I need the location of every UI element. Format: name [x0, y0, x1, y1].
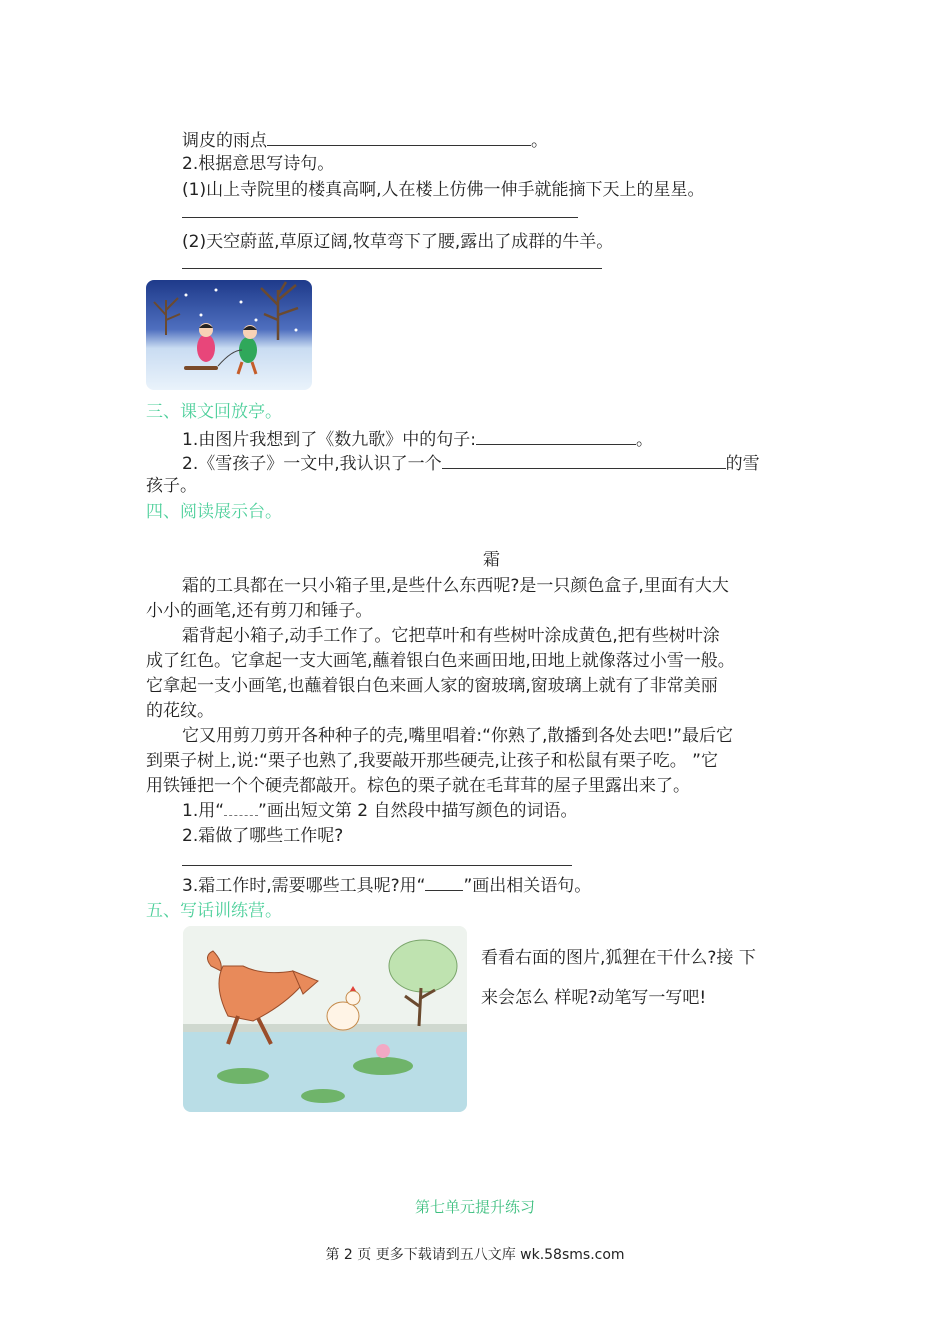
- section3-q2-cont: 孩子。: [146, 476, 197, 496]
- answer-line[interactable]: [182, 865, 572, 866]
- passage-p3-line1: 它又用剪刀剪开各种种子的壳,嘴里唱着:“你熟了,散播到各处去吧!”最后它: [182, 726, 733, 746]
- section3-q1: 1.由图片我想到了《数九歌》中的句子: 。: [182, 426, 653, 452]
- passage-p2-line1: 霜背起小箱子,动手工作了。它把草叶和有些树叶涂成黄色,把有些树叶涂: [182, 626, 720, 646]
- section4-q3: 3.霜工作时,需要哪些工具呢?用“ ”画出相关语句。: [182, 876, 592, 896]
- writing-prompt-line2: 来会怎么 样呢?动笔写一写吧!: [481, 988, 707, 1008]
- passage-p2-line2: 成了红色。它拿起一支大画笔,蘸着银白色来画田地,田地上就像落过小雪一般。: [146, 651, 735, 671]
- passage-p2-line3: 它拿起一支小画笔,也蘸着银白色来画人家的窗玻璃,窗玻璃上就有了非常美丽: [146, 676, 718, 696]
- q2-item2: (2)天空蔚蓝,草原辽阔,牧草弯下了腰,露出了成群的牛羊。: [182, 232, 614, 252]
- q2-item1: (1)山上寺院里的楼真高啊,人在楼上仿佛一伸手就能摘下天上的星星。: [182, 180, 705, 200]
- q2-title: 2.根据意思写诗句。: [182, 154, 335, 174]
- passage-p3-line3: 用铁锤把一个个硬壳都敲开。棕色的栗子就在毛茸茸的屋子里露出来了。: [146, 776, 690, 796]
- fox-hen-image: [183, 926, 467, 1112]
- passage-p3-line2: 到栗子树上,说:“栗子也熟了,我要敲开那些硬壳,让孩子和松鼠有栗子吃。 ”它: [146, 751, 718, 771]
- section3-q2: 2.《雪孩子》一文中,我认识了一个 的雪: [182, 450, 760, 476]
- passage-title: 霜: [483, 550, 500, 570]
- answer-blank[interactable]: [267, 127, 531, 146]
- fox-and-hen-illustration: [183, 926, 467, 1112]
- answer-line[interactable]: [182, 217, 578, 218]
- q1-tail-line: 调皮的雨点 。: [182, 127, 548, 153]
- section4-heading: 四、阅读展示台。: [146, 502, 282, 522]
- passage-p1-line1: 霜的工具都在一只小箱子里,是些什么东西呢?是一只颜色盒子,里面有大大: [182, 576, 729, 596]
- page-footer: 第 2 页 更多下载请到五八文库 wk.58sms.com: [325, 1247, 625, 1263]
- answer-line[interactable]: [182, 268, 602, 269]
- writing-prompt-line1: 看看右面的图片,狐狸在干什么?接 下: [481, 948, 756, 968]
- section3-heading: 三、课文回放亭。: [146, 402, 282, 422]
- passage-p1-line2: 小小的画笔,还有剪刀和锤子。: [146, 601, 373, 621]
- answer-blank[interactable]: [476, 426, 636, 445]
- winter-sledding-image: [146, 280, 312, 390]
- section5-heading: 五、写话训练营。: [146, 901, 282, 921]
- unit-title: 第七单元提升练习: [414, 1198, 535, 1216]
- wavy-underline-sample: [224, 799, 258, 816]
- section4-q2: 2.霜做了哪些工作呢?: [182, 826, 344, 846]
- passage-p2-line4: 的花纹。: [146, 701, 214, 721]
- section4-q1: 1.用“ ”画出短文第 2 自然段中描写颜色的词语。: [182, 801, 578, 821]
- winter-scene-illustration: [146, 280, 312, 390]
- underline-sample: [425, 874, 463, 891]
- answer-blank[interactable]: [442, 450, 726, 469]
